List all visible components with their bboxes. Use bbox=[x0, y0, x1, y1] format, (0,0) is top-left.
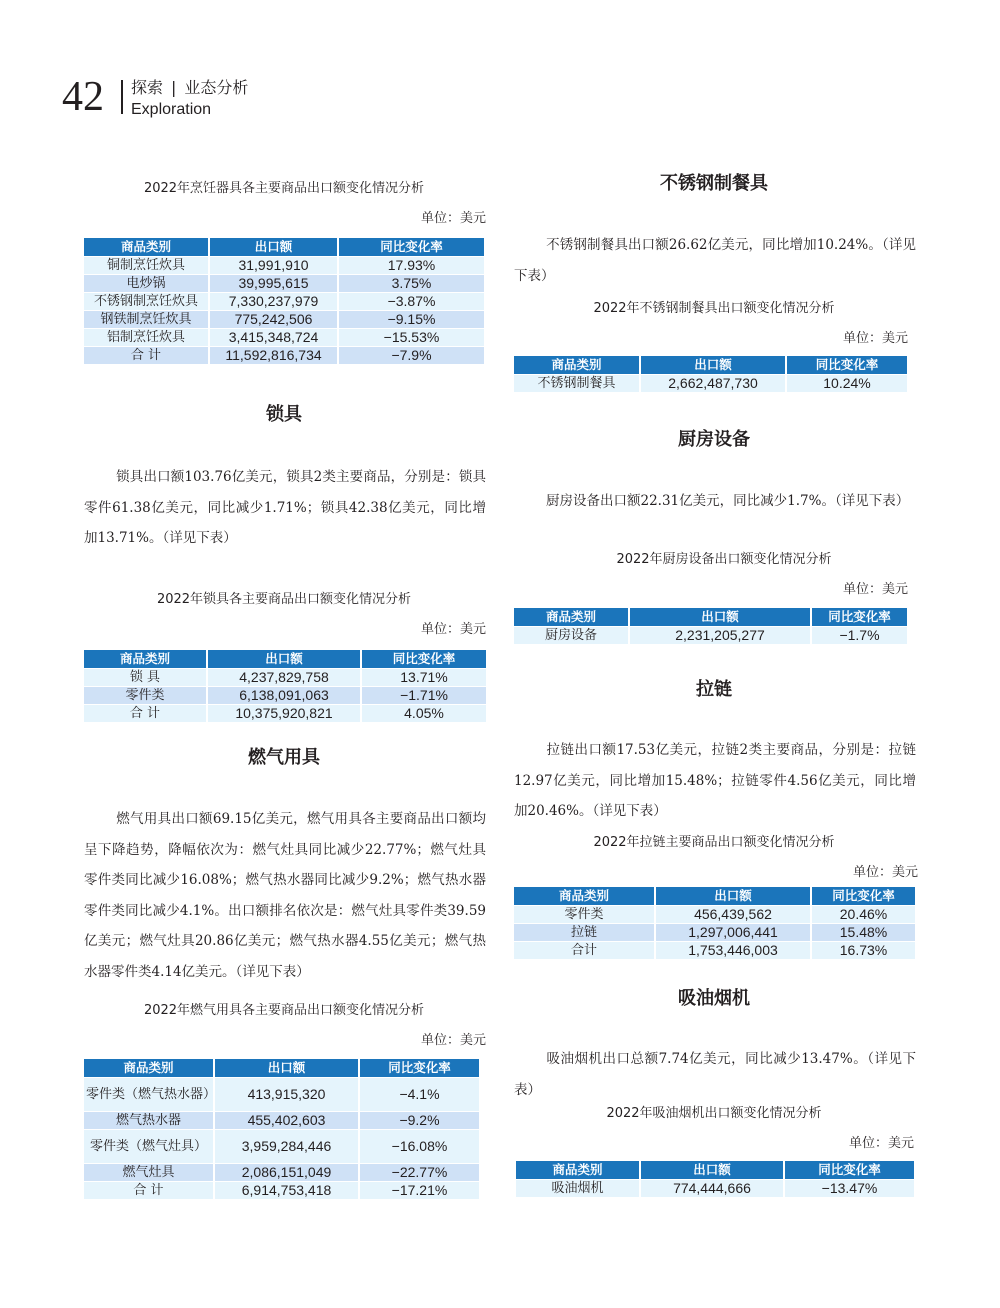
tableware-caption: 2022年不锈钢制餐具出口额变化情况分析 bbox=[593, 301, 835, 316]
kitchen-paragraph-text: 厨房设备出口额22.31亿美元，同比减少1.7%。（详见下表） bbox=[546, 493, 910, 509]
table-header-row bbox=[84, 650, 486, 668]
table-row bbox=[84, 704, 486, 722]
column-header: 商品类别 bbox=[514, 356, 640, 374]
cookware-table-wrap bbox=[84, 238, 484, 364]
table-cell: 燃气热水器 bbox=[84, 1111, 214, 1129]
column-header: 出口额 bbox=[640, 1161, 784, 1179]
locks-table-wrap bbox=[84, 650, 486, 722]
table-cell: 零件类 bbox=[84, 686, 207, 704]
table-cell: 铜制烹饪炊具 bbox=[84, 256, 209, 274]
table-cell: 1,753,446,003 bbox=[655, 941, 811, 959]
table-cell: −1.71% bbox=[361, 686, 486, 704]
table-cell: 拉链 bbox=[514, 923, 655, 941]
column-header: 同比变化率 bbox=[786, 356, 907, 374]
zipper-table bbox=[514, 887, 915, 959]
table-cell: 11,592,816,734 bbox=[209, 346, 338, 364]
tableware-paragraph-text: 不锈钢制餐具出口额26.62亿美元，同比增加10.24%。（详见下表） bbox=[514, 237, 916, 284]
gas-caption: 2022年燃气用具各主要商品出口额变化情况分析 bbox=[143, 1003, 425, 1018]
table-cell: 2,086,151,049 bbox=[214, 1163, 359, 1181]
table-header-row bbox=[514, 356, 907, 374]
table-row bbox=[84, 1129, 479, 1163]
table-row bbox=[84, 1163, 479, 1181]
header-english: Exploration bbox=[131, 101, 212, 118]
table-header-row bbox=[84, 238, 484, 256]
kitchen-caption: 2022年厨房设备出口额变化情况分析 bbox=[616, 552, 832, 567]
table-cell: 厨房设备 bbox=[514, 626, 629, 644]
zipper-caption: 2022年拉链主要商品出口额变化情况分析 bbox=[593, 835, 835, 850]
column-header: 同比变化率 bbox=[361, 650, 486, 668]
table-cell: 10,375,920,821 bbox=[207, 704, 361, 722]
locks-caption: 2022年锁具各主要商品出口额变化情况分析 bbox=[156, 592, 412, 607]
kitchen-unit: 单位：美元 bbox=[842, 582, 908, 597]
table-cell: 1,297,006,441 bbox=[655, 923, 811, 941]
table-cell: 合 计 bbox=[84, 346, 209, 364]
column-header: 商品类别 bbox=[514, 887, 655, 905]
column-header: 出口额 bbox=[655, 887, 811, 905]
gas-table bbox=[84, 1059, 479, 1199]
hood-caption: 2022年吸油烟机出口额变化情况分析 bbox=[606, 1106, 822, 1121]
zipper-unit: 单位：美元 bbox=[852, 865, 918, 880]
table-row bbox=[84, 292, 484, 310]
table-cell: 锁 具 bbox=[84, 668, 207, 686]
cookware-caption: 2022年烹饪器具各主要商品出口额变化情况分析 bbox=[143, 181, 425, 196]
table-cell: 13.71% bbox=[361, 668, 486, 686]
page-number: 42 bbox=[62, 74, 104, 120]
table-cell: −1.7% bbox=[811, 626, 907, 644]
table-cell: 不锈钢制餐具 bbox=[514, 374, 640, 392]
table-cell: 15.48% bbox=[811, 923, 915, 941]
zipper-paragraph-text: 拉链出口额17.53亿美元，拉链2类主要商品，分别是：拉链12.97亿美元，同比增加15.48%；拉链零件4.56亿美元，同比增加20.46%。（详见下表） bbox=[514, 742, 916, 819]
table-cell: 4.05% bbox=[361, 704, 486, 722]
zipper-paragraph bbox=[514, 735, 916, 827]
table-row bbox=[84, 686, 486, 704]
table-cell: 2,662,487,730 bbox=[640, 374, 786, 392]
tableware-heading: 不锈钢制餐具 bbox=[660, 173, 768, 194]
locks-table bbox=[84, 650, 486, 722]
table-cell: 31,991,910 bbox=[209, 256, 338, 274]
hood-heading: 吸油烟机 bbox=[678, 988, 750, 1009]
column-header: 出口额 bbox=[629, 608, 811, 626]
table-cell: 7,330,237,979 bbox=[209, 292, 338, 310]
table-row bbox=[84, 1077, 479, 1111]
header-title bbox=[131, 78, 248, 98]
kitchen-table-wrap bbox=[514, 608, 907, 644]
table-cell: 燃气灶具 bbox=[84, 1163, 214, 1181]
hood-unit: 单位：美元 bbox=[848, 1136, 914, 1151]
table-row bbox=[84, 310, 484, 328]
table-cell: 413,915,320 bbox=[214, 1077, 359, 1111]
locks-paragraph-text: 锁具出口额103.76亿美元，锁具2类主要商品，分别是：锁具零件61.38亿美元，同比减少1.71%；锁具42.38亿美元，同比增加13.71%。（详见下表） bbox=[84, 469, 486, 546]
hood-paragraph bbox=[514, 1044, 916, 1105]
column-header: 商品类别 bbox=[84, 238, 209, 256]
column-header: 同比变化率 bbox=[811, 608, 907, 626]
table-cell: −3.87% bbox=[338, 292, 484, 310]
table-header-row bbox=[516, 1161, 914, 1179]
zipper-table-wrap bbox=[514, 887, 915, 959]
table-row bbox=[84, 346, 484, 364]
table-cell: 16.73% bbox=[811, 941, 915, 959]
zipper-heading: 拉链 bbox=[696, 679, 732, 700]
table-cell: −17.21% bbox=[359, 1181, 479, 1199]
locks-heading: 锁具 bbox=[266, 404, 302, 425]
tableware-table-wrap bbox=[514, 356, 907, 392]
table-row bbox=[84, 668, 486, 686]
table-cell: 3,415,348,724 bbox=[209, 328, 338, 346]
column-header: 同比变化率 bbox=[811, 887, 915, 905]
table-cell: 456,439,562 bbox=[655, 905, 811, 923]
table-cell: 合 计 bbox=[84, 704, 207, 722]
kitchen-heading: 厨房设备 bbox=[678, 429, 750, 450]
column-header: 同比变化率 bbox=[784, 1161, 914, 1179]
column-header: 出口额 bbox=[640, 356, 786, 374]
table-cell: −15.53% bbox=[338, 328, 484, 346]
tableware-unit: 单位：美元 bbox=[842, 331, 908, 346]
table-cell: 零件类（燃气热水器） bbox=[84, 1077, 214, 1111]
column-header: 出口额 bbox=[214, 1059, 359, 1077]
table-cell: 6,914,753,418 bbox=[214, 1181, 359, 1199]
table-row bbox=[514, 941, 915, 959]
hood-paragraph-text: 吸油烟机出口总额7.74亿美元，同比减少13.47%。（详见下表） bbox=[514, 1051, 916, 1098]
table-cell: −4.1% bbox=[359, 1077, 479, 1111]
table-cell: 不锈钢制烹饪炊具 bbox=[84, 292, 209, 310]
table-cell: 电炒锅 bbox=[84, 274, 209, 292]
table-cell: 3,959,284,446 bbox=[214, 1129, 359, 1163]
header-divider bbox=[121, 80, 123, 114]
table-cell: −22.77% bbox=[359, 1163, 479, 1181]
table-cell: 钢铁制烹饪炊具 bbox=[84, 310, 209, 328]
table-cell: −13.47% bbox=[784, 1179, 914, 1197]
cookware-unit: 单位：美元 bbox=[420, 211, 486, 226]
table-cell: 合 计 bbox=[84, 1181, 214, 1199]
cookware-table bbox=[84, 238, 484, 364]
table-row bbox=[84, 1181, 479, 1199]
table-cell: 10.24% bbox=[786, 374, 907, 392]
table-cell: −7.9% bbox=[338, 346, 484, 364]
table-cell: 3.75% bbox=[338, 274, 484, 292]
table-row bbox=[84, 328, 484, 346]
header-subsection: 业态分析 bbox=[184, 78, 249, 97]
table-cell: 零件类（燃气灶具） bbox=[84, 1129, 214, 1163]
table-cell: 17.93% bbox=[338, 256, 484, 274]
column-header: 出口额 bbox=[209, 238, 338, 256]
table-cell: 4,237,829,758 bbox=[207, 668, 361, 686]
column-header: 商品类别 bbox=[516, 1161, 640, 1179]
gas-unit: 单位：美元 bbox=[420, 1033, 486, 1048]
column-header: 商品类别 bbox=[84, 1059, 214, 1077]
column-header: 同比变化率 bbox=[338, 238, 484, 256]
table-cell: −9.15% bbox=[338, 310, 484, 328]
table-cell: 6,138,091,063 bbox=[207, 686, 361, 704]
column-header: 商品类别 bbox=[514, 608, 629, 626]
table-header-row bbox=[514, 887, 915, 905]
table-cell: 吸油烟机 bbox=[516, 1179, 640, 1197]
locks-unit: 单位：美元 bbox=[420, 622, 486, 637]
table-cell: 774,444,666 bbox=[640, 1179, 784, 1197]
table-row bbox=[84, 256, 484, 274]
column-header: 同比变化率 bbox=[359, 1059, 479, 1077]
kitchen-table bbox=[514, 608, 907, 644]
gas-paragraph bbox=[84, 804, 486, 987]
table-cell: 775,242,506 bbox=[209, 310, 338, 328]
table-row bbox=[84, 1111, 479, 1129]
table-row bbox=[514, 374, 907, 392]
table-cell: 零件类 bbox=[514, 905, 655, 923]
table-row bbox=[84, 274, 484, 292]
table-cell: −16.08% bbox=[359, 1129, 479, 1163]
table-row bbox=[516, 1179, 914, 1197]
gas-table-wrap bbox=[84, 1059, 479, 1199]
kitchen-paragraph bbox=[514, 486, 916, 517]
table-cell: −9.2% bbox=[359, 1111, 479, 1129]
table-cell: 铝制烹饪炊具 bbox=[84, 328, 209, 346]
table-cell: 2,231,205,277 bbox=[629, 626, 811, 644]
hood-table-wrap bbox=[516, 1161, 914, 1197]
table-cell: 合计 bbox=[514, 941, 655, 959]
table-cell: 20.46% bbox=[811, 905, 915, 923]
locks-paragraph bbox=[84, 462, 486, 554]
table-row bbox=[514, 626, 907, 644]
table-row bbox=[514, 905, 915, 923]
column-header: 商品类别 bbox=[84, 650, 207, 668]
header-section: 探索 bbox=[131, 78, 164, 97]
hood-table bbox=[516, 1161, 914, 1197]
header-separator: | bbox=[171, 78, 177, 97]
table-cell: 455,402,603 bbox=[214, 1111, 359, 1129]
gas-heading: 燃气用具 bbox=[248, 747, 320, 768]
gas-paragraph-text: 燃气用具出口额69.15亿美元，燃气用具各主要商品出口额均呈下降趋势，降幅依次为：燃气灶具同比减少22.77%；燃气灶具零件类同比减少16.08%；燃气热水器同比减少9.2%；燃气热水器零件类同比减少4.1%。出口额排名依次是：燃气灶具零件类39.59亿美元；燃气灶具20.86亿美元；燃气热水器4.55亿美元；燃气热水器零件类4.14亿美元。（详见下表） bbox=[84, 811, 486, 980]
table-cell: 39,995,615 bbox=[209, 274, 338, 292]
table-header-row bbox=[514, 608, 907, 626]
table-header-row bbox=[84, 1059, 479, 1077]
column-header: 出口额 bbox=[207, 650, 361, 668]
tableware-paragraph bbox=[514, 230, 916, 291]
tableware-table bbox=[514, 356, 907, 392]
table-row bbox=[514, 923, 915, 941]
